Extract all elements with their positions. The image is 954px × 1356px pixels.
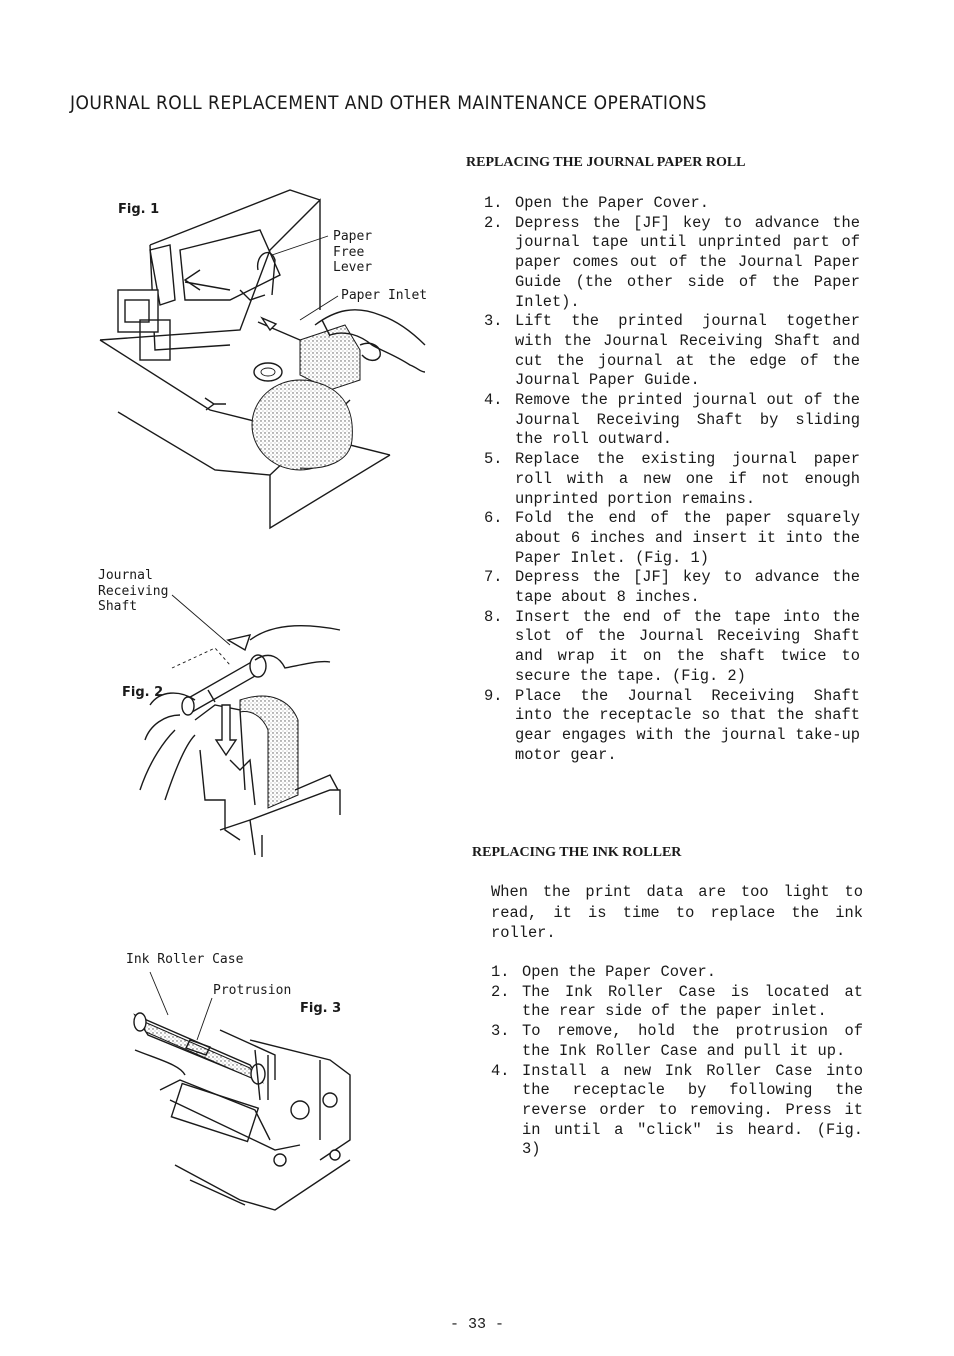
list-item: 3. To remove, hold the protrusion of the Ink Roller Case and pull it up. — [491, 1022, 863, 1060]
paper-free-lever-callout: Paper Free Lever — [333, 229, 373, 275]
paper-inlet-callout: Paper Inlet — [341, 288, 428, 303]
section-heading-ink-roller: REPLACING THE INK ROLLER — [472, 845, 682, 860]
list-item: 2. Depress the [JF] key to advance the journal tape until unprinted part of paper comes out of the Journal Paper Guide (the other side of the Paper Inlet). — [484, 213, 860, 311]
list-item: 8. Insert the end of the tape into the slot of the Journal Receiving Shaft and wrap it on the shaft twice to secure the tape. (Fig. 2) — [484, 607, 860, 685]
fig2-label: Fig. 2 — [122, 685, 164, 700]
list-item: 1. Open the Paper Cover. — [484, 194, 709, 212]
ink-roller-case-callout: Ink Roller Case — [126, 952, 244, 967]
list-item: 5. Replace the existing journal paper roll with a new one if not enough unprinted portion remains. — [484, 450, 860, 508]
list-item: 6. Fold the end of the paper squarely about 6 inches and insert it into the Paper Inlet. (Fig. 1) — [484, 509, 860, 567]
ink-roller-intro: When the print data are too light to read, it is time to replace the ink roller. — [491, 883, 863, 942]
list-item: 4. Remove the printed journal out of the Journal Receiving Shaft by sliding the roll outward. — [484, 391, 860, 449]
fig1-label: Fig. 1 — [118, 202, 160, 217]
protrusion-callout: Protrusion — [213, 983, 292, 998]
list-item: 4. Install a new Ink Roller Case into the receptacle by following the reverse order to removing. Press it in until a "click" is heard. (Fig. 3) — [491, 1061, 863, 1159]
list-item: 7. Depress the [JF] key to advance the tape about 8 inches. — [484, 568, 860, 607]
list-item: 9. Place the Journal Receiving Shaft into the receptacle so that the shaft gear engages with the journal take-up motor gear. — [484, 686, 860, 764]
list-item: 2. The Ink Roller Case is located at the rear side of the paper inlet. — [491, 982, 863, 1021]
journal-receiving-shaft-callout: Journal Receiving Shaft — [98, 568, 169, 614]
list-item: 3. Lift the printed journal together with the Journal Receiving Shaft and cut the journal at the edge of the Journal Paper Guide. — [484, 312, 860, 390]
fig3-label: Fig. 3 — [300, 1001, 342, 1016]
list-item: 1. Open the Paper Cover. — [491, 963, 716, 981]
page-title: JOURNAL ROLL REPLACEMENT AND OTHER MAINTENANCE OPERATIONS — [70, 92, 707, 114]
section-heading-journal-paper-roll: REPLACING THE JOURNAL PAPER ROLL — [466, 155, 746, 170]
page-number: - 33 - — [449, 1316, 504, 1333]
